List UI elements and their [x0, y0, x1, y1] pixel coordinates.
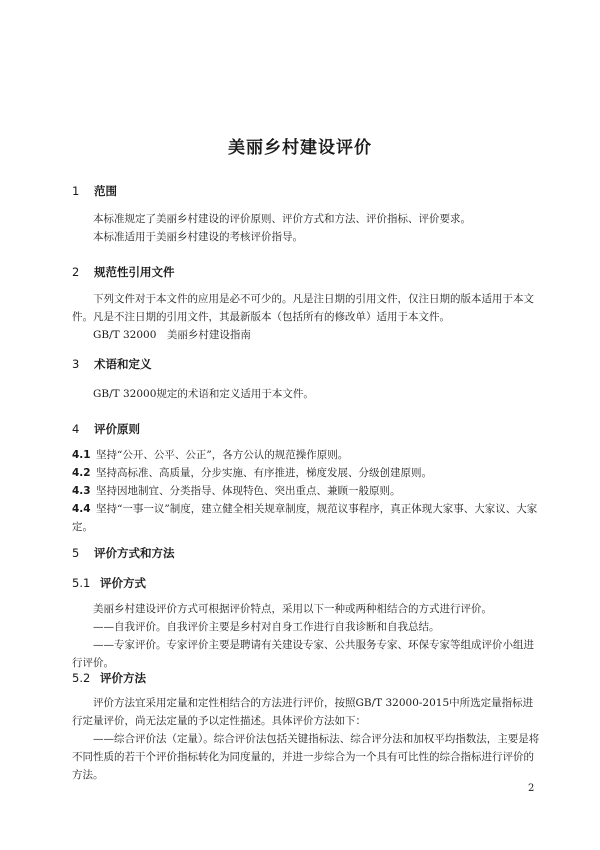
section-title: 评价原则 — [94, 422, 140, 436]
section-number: 4 — [72, 422, 80, 436]
list-item: ——专家评价。专家评价主要是聘请有关建设专家、公共服务专家、环保专家等组成评价小组进行评价。 — [72, 639, 534, 669]
reference-item: GB/T 32000 美丽乡村建设指南 — [93, 329, 251, 341]
section-number: 3 — [72, 357, 80, 371]
section-number: 5 — [72, 546, 80, 560]
subsection-number: 5.2 — [72, 671, 91, 685]
subsection-5-2-heading — [72, 670, 146, 686]
subsection-title: 评价方法 — [100, 671, 146, 685]
section-2-heading — [72, 264, 175, 280]
section-5-heading — [72, 545, 175, 561]
section-title: 术语和定义 — [94, 357, 152, 371]
clause-item — [72, 482, 544, 500]
clause-number: 4.1 — [72, 449, 91, 461]
paragraph: 评价方法宜采用定量和定性相结合的方法进行评价，按照GB/T 32000-2015中所选定量指标进行定量评价，尚无法定量的予以定性描述。具体评价方法如下： — [72, 697, 534, 727]
clause-item — [72, 500, 544, 536]
clause-number: 4.4 — [72, 503, 91, 515]
list-item: ——综合评价法（定量）。综合评价法包括关键指标法、综合评分法和加权平均指数法，主要是将不同性质的若干个评价指标转化为同度量的，并进一步综合为一个具有可比性的综合指标进行评价的方法。 — [72, 733, 540, 781]
clause-text: 坚持高标准、高质量，分步实施、有序推进，梯度发展、分级创建原则。 — [96, 467, 432, 479]
clause-text: 坚持“一事一议”制度，建立健全相关规章制度，规范议事程序，真正体现大家事、大家议、大家定。 — [72, 503, 538, 533]
subsection-5-1-heading — [72, 575, 146, 591]
section-title: 范围 — [94, 184, 117, 198]
section-1-heading — [72, 183, 117, 199]
paragraph: 下列文件对于本文件的应用是必不可少的。凡是注日期的引用文件，仅注日期的版本适用于本文件。凡是不注日期的引用文件，其最新版本（包括所有的修改单）适用于本文件。 — [72, 293, 534, 323]
clause-text: 坚持“公开、公平、公正”，各方公认的规范操作原则。 — [96, 449, 349, 461]
clause-text: 坚持因地制宜、分类指导、体现特色、突出重点、兼顾一般原则。 — [96, 485, 401, 497]
section-number: 2 — [72, 265, 80, 279]
clause-number: 4.3 — [72, 485, 91, 497]
section-title: 规范性引用文件 — [94, 265, 175, 279]
document-title: 美丽乡村建设评价 — [228, 138, 372, 158]
paragraph: 美丽乡村建设评价方式可根据评价特点，采用以下一种或两种相结合的方式进行评价。 — [93, 603, 492, 615]
paragraph: 本标准规定了美丽乡村建设的评价原则、评价方式和方法、评价指标、评价要求。 — [93, 213, 471, 225]
section-title: 评价方式和方法 — [94, 546, 175, 560]
paragraph: 本标准适用于美丽乡村建设的考核评价指导。 — [93, 231, 303, 243]
page-number: 2 — [528, 783, 535, 794]
clause-item — [72, 446, 544, 464]
clause-number: 4.2 — [72, 467, 91, 479]
subsection-number: 5.1 — [72, 576, 91, 590]
clause-item — [72, 464, 544, 482]
section-4-heading — [72, 421, 140, 437]
paragraph: GB/T 32000规定的术语和定义适用于本文件。 — [93, 388, 314, 400]
section-3-heading — [72, 356, 152, 372]
section-number: 1 — [72, 184, 80, 198]
subsection-title: 评价方式 — [100, 576, 146, 590]
list-item: ——自我评价。自我评价主要是乡村对自身工作进行自我诊断和自我总结。 — [93, 621, 440, 633]
